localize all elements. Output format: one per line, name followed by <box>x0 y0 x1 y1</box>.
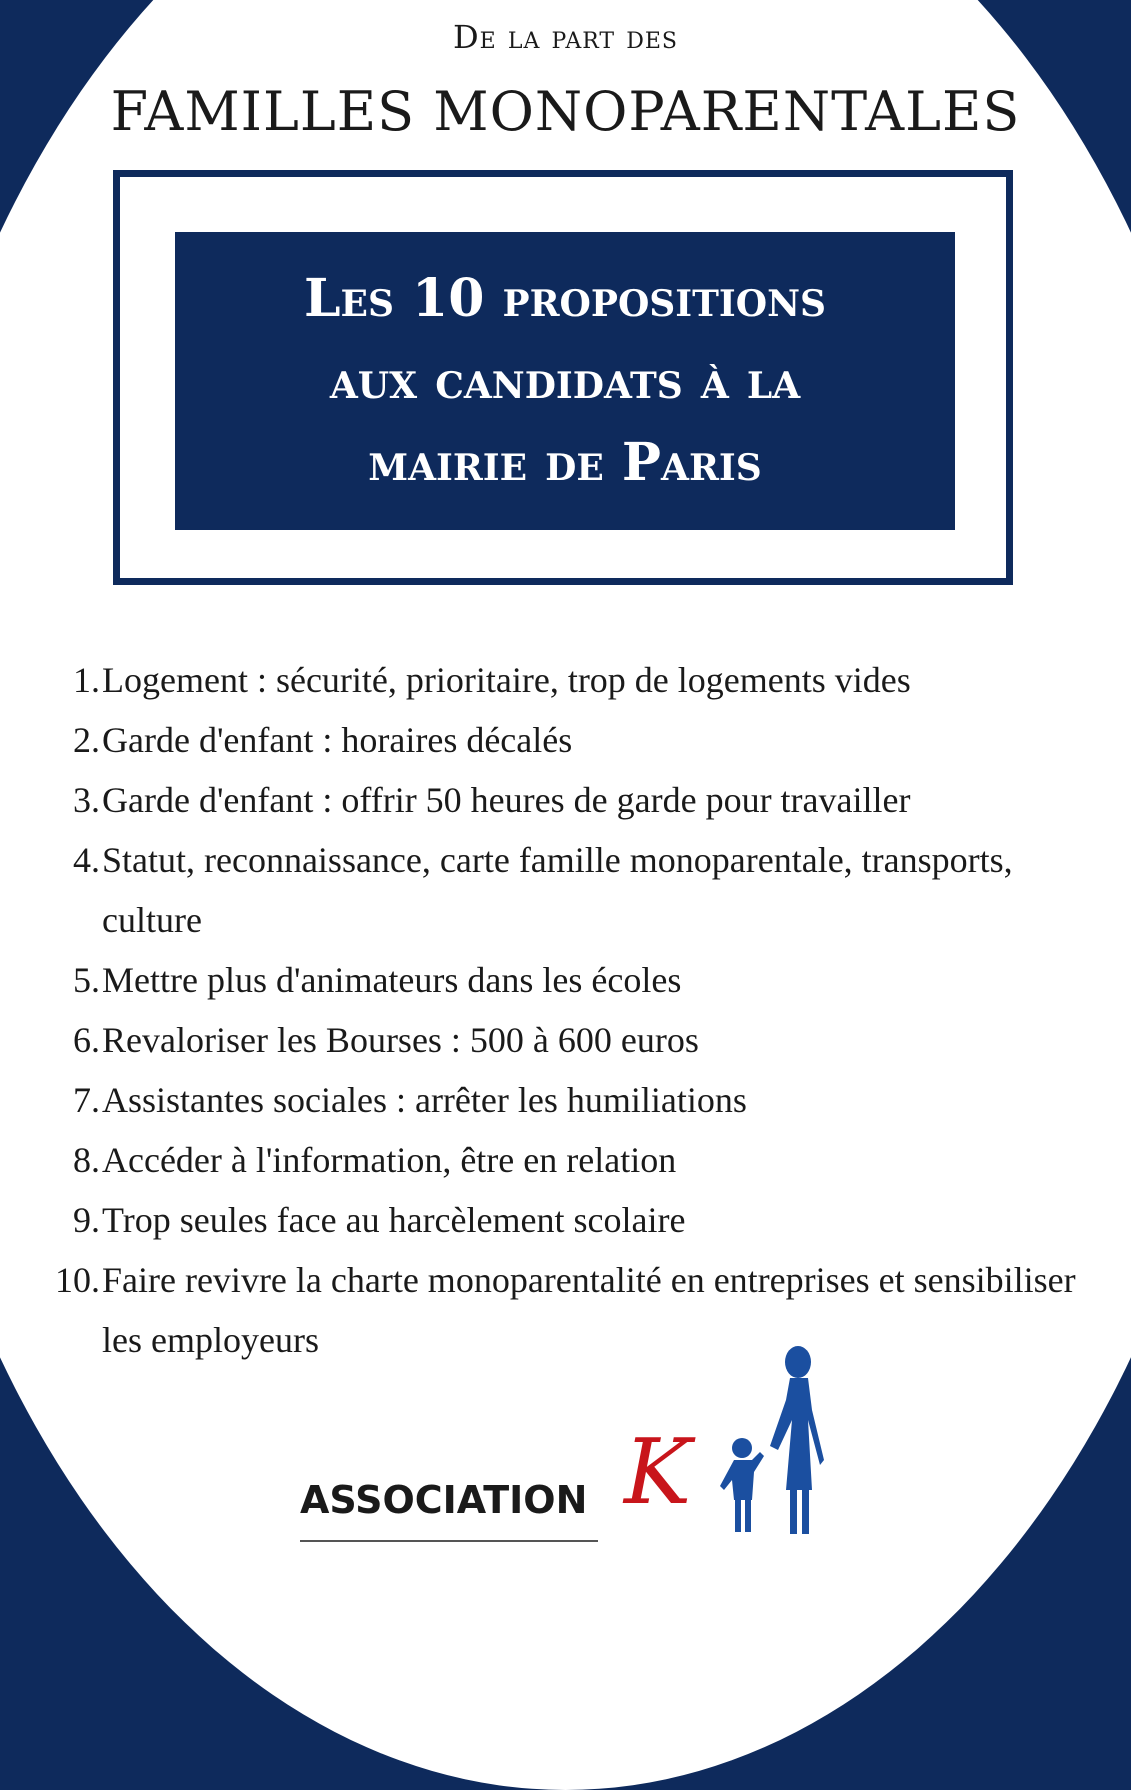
list-item-text: Garde d'enfant : horaires décalés <box>102 720 573 760</box>
list-item <box>40 1130 1080 1190</box>
headline <box>304 258 826 504</box>
list-item <box>40 770 1080 830</box>
parent-child-icon <box>720 1340 860 1540</box>
page-title: FAMILLES MONOPARENTALES <box>110 80 1021 143</box>
association-label: ASSOCIATION <box>300 1478 588 1522</box>
logo-k: K <box>624 1420 692 1525</box>
association-underline <box>300 1540 598 1542</box>
list-item-number: 10. <box>55 1260 100 1300</box>
list-item-number: 5. <box>73 960 100 1000</box>
pretitle: De la part des <box>452 18 679 56</box>
list-item-number: 1. <box>73 660 100 700</box>
propositions-list <box>40 650 1080 1370</box>
list-item <box>40 1070 1080 1130</box>
list-item-number: 4. <box>73 840 100 880</box>
list-item-number: 8. <box>73 1140 100 1180</box>
list-item <box>40 1010 1080 1070</box>
list-item-text: Garde d'enfant : offrir 50 heures de garde pour travailler <box>102 780 911 820</box>
list-item <box>40 1250 1080 1370</box>
headline-line-2: aux candidats à la <box>329 350 801 411</box>
list-item <box>40 830 1080 950</box>
list-item-number: 6. <box>73 1020 100 1060</box>
list-item-text: Mettre plus d'animateurs dans les écoles <box>102 960 682 1000</box>
list-item-text: Revaloriser les Bourses : 500 à 600 euros <box>102 1020 699 1060</box>
list-item <box>40 710 1080 770</box>
list-item-text: Accéder à l'information, être en relation <box>102 1140 677 1180</box>
list-item-number: 9. <box>73 1200 100 1240</box>
headline-line-1: Les 10 propositions <box>303 268 827 329</box>
list-item-text: Trop seules face au harcèlement scolaire <box>102 1200 686 1240</box>
list-item <box>40 950 1080 1010</box>
list-item <box>40 1190 1080 1250</box>
list-item-text: Faire revivre la charte monoparentalité en entreprises et sensibiliser les employeurs <box>102 1260 1076 1360</box>
list-item <box>40 650 1080 710</box>
list-item-text: Assistantes sociales : arrêter les humiliations <box>102 1080 747 1120</box>
list-item-number: 3. <box>73 780 100 820</box>
headline-line-3: mairie de Paris <box>368 432 762 493</box>
headline-box <box>175 232 955 530</box>
list-item-number: 7. <box>73 1080 100 1120</box>
list-item-text: Logement : sécurité, prioritaire, trop de logements vides <box>102 660 911 700</box>
list-item-number: 2. <box>73 720 100 760</box>
list-item-text: Statut, reconnaissance, carte famille monoparentale, transports, culture <box>102 840 1013 940</box>
